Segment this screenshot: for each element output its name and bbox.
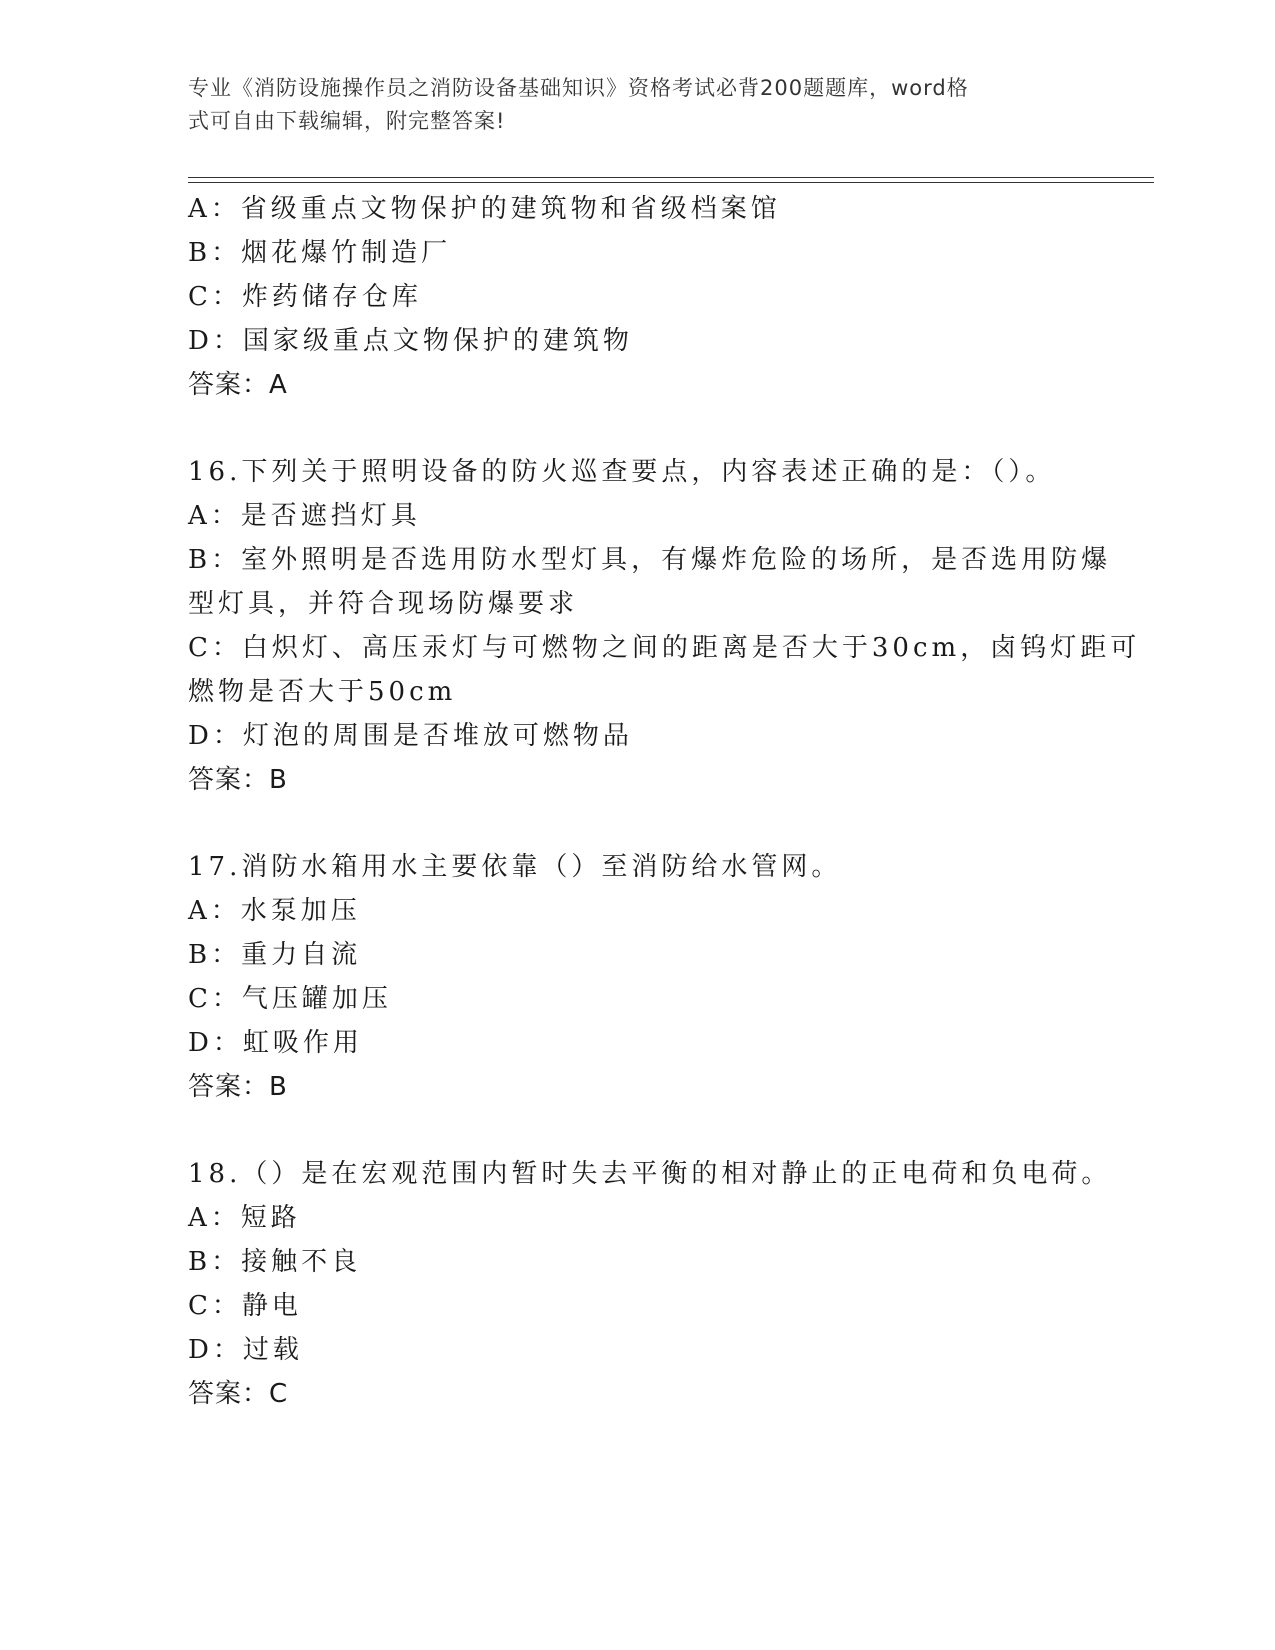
q17-option-a: A：水泵加压 [188,896,361,926]
q17-option-b: B：重力自流 [188,940,362,970]
header-line-1: 专业《消防设施操作员之消防设备基础知识》资格考试必背200题题库，word格 [188,76,969,100]
document-header [188,72,1078,138]
q16-option-b-line-1: B：室外照明是否选用防水型灯具，有爆炸危险的场所，是否选用防爆 [188,545,1112,575]
q17-answer: 答案：B [188,1072,288,1102]
q18-option-b: B：接触不良 [188,1247,362,1277]
q18-question: 18.（）是在宏观范围内暂时失去平衡的相对静止的正电荷和负电荷。 [188,1159,1112,1189]
q17-option-c: C：气压罐加压 [188,984,392,1014]
q15-answer: 答案：A [188,370,288,400]
q18-option-d: D：过载 [188,1335,303,1365]
q16-option-b-line-2: 型灯具，并符合现场防爆要求 [188,589,579,619]
q17-option-d: D：虹吸作用 [188,1028,363,1058]
q18-answer: 答案：C [188,1379,289,1409]
q15-option-d: D：国家级重点文物保护的建筑物 [188,326,633,356]
q17-question: 17.消防水箱用水主要依靠（）至消防给水管网。 [188,852,842,882]
q16-option-d: D：灯泡的周围是否堆放可燃物品 [188,721,633,751]
q16-option-c-line-2: 燃物是否大于50cm [188,677,457,707]
q15-option-b: B：烟花爆竹制造厂 [188,238,452,268]
q18-option-c: C：静电 [188,1291,302,1321]
q15-option-a: A：省级重点文物保护的建筑物和省级档案馆 [188,194,781,224]
q16-question: 16.下列关于照明设备的防火巡查要点，内容表述正确的是：（）。 [188,457,1056,487]
header-divider-top [188,177,1154,178]
header-divider-bottom [188,182,1154,183]
q18-option-a: A：短路 [188,1203,301,1233]
header-line-2: 式可自由下载编辑，附完整答案! [188,109,506,133]
q15-option-c: C：炸药储存仓库 [188,282,422,312]
q16-answer: 答案：B [188,765,288,795]
q16-option-c-line-1: C：白炽灯、高压汞灯与可燃物之间的距离是否大于30cm，卤钨灯距可 [188,633,1141,663]
q16-option-a: A：是否遮挡灯具 [188,501,421,531]
